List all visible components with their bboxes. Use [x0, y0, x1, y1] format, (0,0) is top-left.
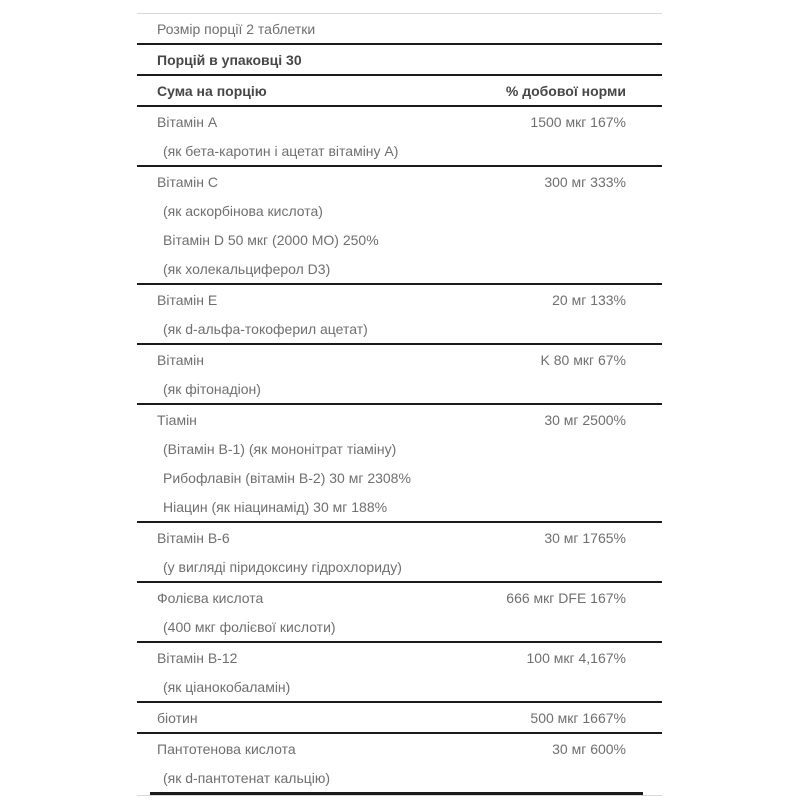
servings-per-container-label: Порцій в упаковці 30 [157, 51, 302, 68]
nutrient-name: Вітамін C [157, 173, 218, 190]
nutrient-name: Вітамін [157, 351, 204, 368]
table-row [137, 672, 662, 701]
nutrient-value: 30 мг 600% [552, 740, 626, 757]
table-section [137, 107, 662, 167]
nutrient-name: Рибофлавін (вітамін B-2) 30 мг 2308% [163, 469, 411, 486]
table-row [137, 225, 662, 254]
table-row [137, 167, 662, 196]
nutrient-value: K 80 мкг 67% [540, 351, 626, 368]
nutrient-value: 1500 мкг 167% [530, 113, 626, 130]
nutrient-name: (як фітонадіон) [163, 380, 261, 397]
amount-per-serving-header: Сума на порцію [157, 82, 267, 99]
table-row [137, 734, 662, 763]
nutrient-value: 100 мкг 4,167% [526, 649, 626, 666]
nutrient-name: Ніацин (як ніацинамід) 30 мг 188% [163, 498, 388, 515]
table-row [137, 643, 662, 672]
table-section [137, 523, 662, 583]
table-row [137, 434, 662, 463]
table-row [137, 285, 662, 314]
nutrient-value: 30 мг 1765% [544, 529, 626, 546]
table-section [137, 643, 662, 703]
table-row [137, 523, 662, 552]
table-row [137, 196, 662, 225]
nutrient-name: біотин [157, 709, 198, 726]
table-row [137, 492, 662, 521]
table-row [137, 703, 662, 732]
nutrient-name: Пантотенова кислота [157, 740, 296, 757]
serving-size-row [137, 14, 662, 45]
nutrient-value: 666 мкг DFE 167% [506, 589, 626, 606]
table-bottom-rule [150, 792, 643, 795]
table-section [137, 583, 662, 643]
nutrient-name: (як d-альфа-токоферил ацетат) [163, 320, 368, 337]
table-row [137, 612, 662, 641]
nutrient-name: (як d-пантотенат кальцію) [163, 769, 331, 786]
nutrient-name: (як аскорбінова кислота) [163, 202, 323, 219]
table-row [137, 552, 662, 581]
nutrient-name: (як ціанокобаламін) [163, 678, 291, 695]
table-section [137, 345, 662, 405]
table-section [137, 167, 662, 285]
table-row [137, 136, 662, 165]
table-section [137, 405, 662, 523]
table-section [137, 703, 662, 734]
nutrient-name: (Вітамін B-1) (як мононітрат тіаміну) [163, 440, 397, 457]
nutrient-name: Вітамін B-6 [157, 529, 230, 546]
servings-per-container-row [137, 45, 662, 76]
table-section [137, 734, 662, 792]
table-row [137, 463, 662, 492]
table-section [137, 285, 662, 345]
nutrient-name: Вітамін A [157, 113, 218, 130]
table-row [137, 374, 662, 403]
nutrient-name: Вітамін B-12 [157, 649, 238, 666]
nutrient-value: 500 мкг 1667% [530, 709, 626, 726]
nutrient-sections [137, 107, 662, 792]
nutrient-value: 20 мг 133% [552, 291, 626, 308]
nutrient-name: Вітамін E [157, 291, 218, 308]
daily-value-header: % добової норми [505, 82, 626, 99]
nutrient-value: 300 мг 333% [544, 173, 626, 190]
nutrient-name: (як холекальциферол D3) [163, 260, 331, 277]
nutrient-value: 30 мг 2500% [544, 411, 626, 428]
nutrient-name: Тіамін [157, 411, 197, 428]
table-row [137, 763, 662, 792]
nutrient-name: Фолієва кислота [157, 589, 264, 606]
nutrient-name: (у вигляді піридоксину гідрохлориду) [163, 558, 402, 575]
table-row [137, 254, 662, 283]
supplement-facts-table [137, 13, 662, 796]
nutrient-name: Вітамін D 50 мкг (2000 МО) 250% [163, 231, 379, 248]
nutrient-name: (400 мкг фолієвої кислоти) [163, 618, 336, 635]
table-row [137, 345, 662, 374]
table-row [137, 107, 662, 136]
table-row [137, 314, 662, 343]
serving-size-label: Розмір порції 2 таблетки [157, 20, 316, 37]
nutrient-name: (як бета-каротин і ацетат вітаміну А) [163, 142, 399, 159]
table-row [137, 583, 662, 612]
column-header-row [137, 76, 662, 107]
table-row [137, 405, 662, 434]
